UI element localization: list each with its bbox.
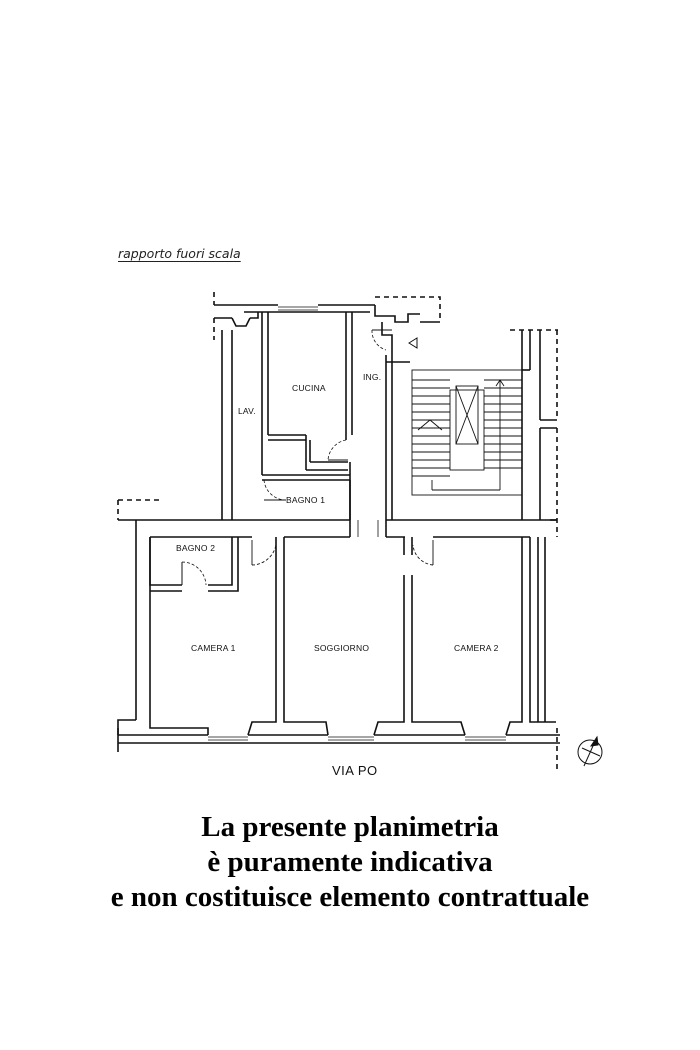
staircase xyxy=(412,330,558,537)
corridor-doors xyxy=(252,540,433,565)
room-label-camera-1: CAMERA 1 xyxy=(191,643,236,653)
disclaimer-line-1: La presente planimetria xyxy=(201,811,499,843)
lower-wing-walls xyxy=(118,500,557,735)
room-label-soggiorno: SOGGIORNO xyxy=(314,643,370,653)
room-label-ingresso: ING. xyxy=(363,372,382,382)
north-arrow-icon xyxy=(578,737,602,766)
room-label-lavanderia: LAV. xyxy=(238,406,256,416)
room-label-bagno-2: BAGNO 2 xyxy=(176,543,216,553)
scale-note: rapporto fuori scala xyxy=(118,246,241,261)
room-label-bagno-1: BAGNO 1 xyxy=(286,495,326,505)
room-label-cucina: CUCINA xyxy=(292,383,326,393)
disclaimer xyxy=(0,810,700,915)
disclaimer-line-3: e non costituisce elemento contrattuale xyxy=(110,881,590,913)
street-label: VIA PO xyxy=(332,763,378,778)
room-label-camera-2: CAMERA 2 xyxy=(454,643,499,653)
disclaimer-line-2: è puramente indicativa xyxy=(207,846,493,878)
entrance-arrow-icon xyxy=(409,338,417,348)
